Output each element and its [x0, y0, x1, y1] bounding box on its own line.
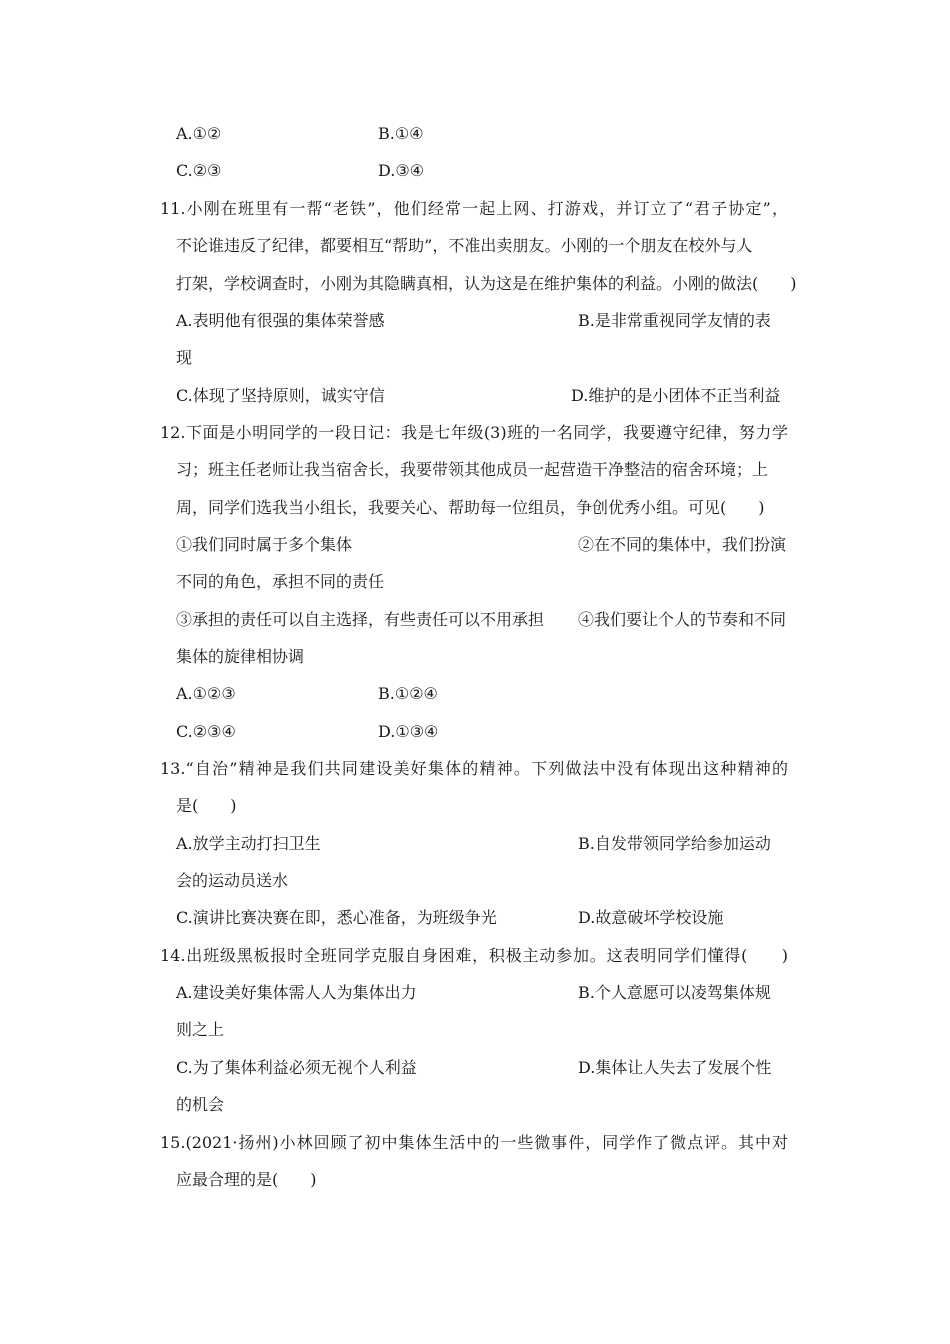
q14-option-d: D.集体让人失去了发展个性	[578, 1058, 772, 1077]
q10-option-a: A.①②	[176, 124, 222, 143]
q11-option-a: A.表明他有很强的集体荣誉感	[176, 311, 385, 330]
q11-option-c: C.体现了坚持原则，诚实守信	[176, 386, 385, 405]
q12-stem-line-1: 12.下面是小明同学的一段日记：我是七年级(3)班的一名同学，我要遵守纪律，努力学	[160, 423, 788, 442]
q13-stem-line-1: 13.“自治”精神是我们共同建设美好集体的精神。下列做法中没有体现出这种精神的	[160, 759, 788, 778]
q11-stem-line-2: 不论谁违反了纪律，都要相互“帮助”，不准出卖朋友。小刚的一个朋友在校外与人	[176, 236, 753, 255]
q13-option-c: C.演讲比赛决赛在即，悉心准备，为班级争光	[176, 908, 497, 927]
q15-stem-line-2: 应最合理的是( )	[176, 1170, 317, 1189]
q13-stem-line-2: 是( )	[176, 796, 237, 815]
q12-item-3: ③承担的责任可以自主选择，有些责任可以不用承担	[176, 610, 545, 629]
q14-option-d-continued: 的机会	[176, 1095, 225, 1114]
q13-option-b-continued: 会的运动员送水	[176, 871, 289, 890]
q12-stem-line-3: 周，同学们选我当小组长，我要关心、帮助每一位组员，争创优秀小组。可见( )	[176, 498, 765, 517]
q14-option-a: A.建设美好集体需人人为集体出力	[176, 983, 417, 1002]
q14-option-b: B.个人意愿可以凌驾集体规	[578, 983, 771, 1002]
q14-option-b-continued: 则之上	[176, 1020, 225, 1039]
q12-item-1: ①我们同时属于多个集体	[176, 535, 353, 554]
q10-option-c: C.②③	[176, 161, 222, 180]
q12-item-4: ④我们要让个人的节奏和不同	[578, 610, 787, 629]
q10-option-d: D.③④	[378, 161, 425, 180]
q12-item-2-continued: 不同的角色，承担不同的责任	[176, 572, 385, 591]
q12-item-4-continued: 集体的旋律相协调	[176, 647, 305, 666]
q13-option-b: B.自发带领同学给参加运动	[578, 834, 771, 853]
q11-option-b-continued: 现	[176, 348, 193, 367]
q11-option-b: B.是非常重视同学友情的表	[578, 311, 771, 330]
q12-option-b: B.①②④	[378, 684, 438, 703]
q12-option-a: A.①②③	[176, 684, 236, 703]
q12-item-2: ②在不同的集体中，我们扮演	[578, 535, 787, 554]
q14-stem-line-1: 14.出班级黑板报时全班同学克服自身困难，积极主动参加。这表明同学们懂得( )	[160, 946, 788, 965]
q12-stem-line-2: 习；班主任老师让我当宿舍长，我要带领其他成员一起营造干净整洁的宿舍环境；上	[176, 460, 769, 479]
q11-option-d: D.维护的是小团体不正当利益	[571, 386, 781, 405]
q13-option-d: D.故意破坏学校设施	[578, 908, 724, 927]
q11-stem-line-1: 11.小刚在班里有一帮“老铁”，他们经常一起上网、打游戏，并订立了“君子协定”，	[160, 199, 788, 218]
q12-option-c: C.②③④	[176, 722, 236, 741]
q12-option-d: D.①③④	[378, 722, 439, 741]
q11-stem-line-3: 打架，学校调查时，小刚为其隐瞒真相，认为这是在维护集体的利益。小刚的做法( )	[176, 274, 797, 293]
q15-stem-line-1: 15.(2021·扬州)小林回顾了初中集体生活中的一些微事件，同学作了微点评。其中对	[160, 1133, 788, 1152]
q10-option-b: B.①④	[378, 124, 424, 143]
q13-option-a: A.放学主动打扫卫生	[176, 834, 321, 853]
q14-option-c: C.为了集体利益必须无视个人利益	[176, 1058, 417, 1077]
